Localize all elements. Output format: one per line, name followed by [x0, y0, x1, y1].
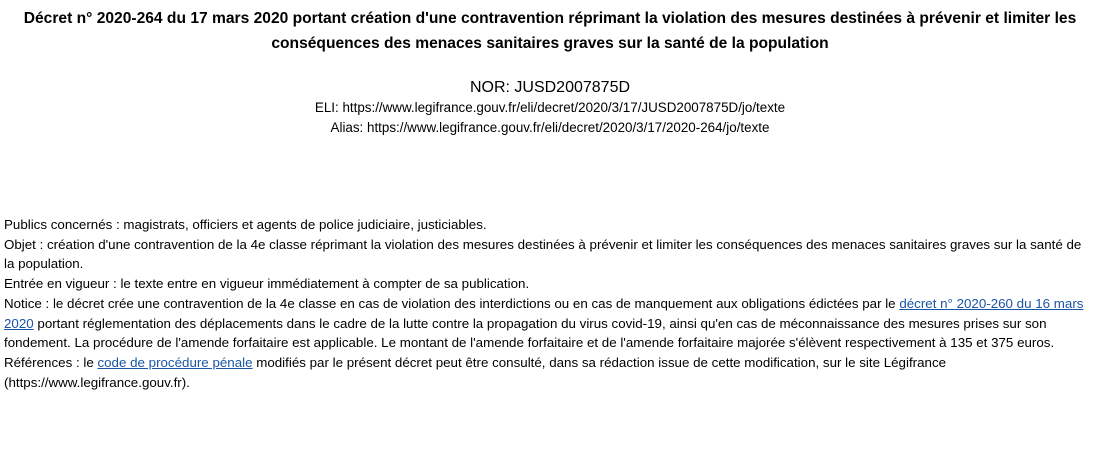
objet: Objet : création d'une contravention de la 4e classe réprimant la violation des mesures destinées à prévenir et limiter les conséquences des menaces sanitaires graves sur la santé de la population.: [4, 236, 1082, 272]
code-procedure-penale-link[interactable]: code de procédure pénale: [97, 354, 253, 370]
decree-identifiers: [4, 78, 1096, 138]
eli-reference: ELI: https://www.legifrance.gouv.fr/eli/decret/2020/3/17/JUSD2007875D/jo/texte: [314, 100, 786, 115]
references-text-start: Références : le: [4, 354, 98, 370]
publics-concernes: Publics concernés : magistrats, officiers et agents de police judiciaire, justiciables.: [4, 217, 487, 232]
nor-reference: NOR: JUSD2007875D: [469, 79, 631, 96]
references: [4, 353, 1092, 392]
notice-text-start: Notice : le décret crée une contravention de la 4e classe en cas de violation des interdictions ou en cas de manquement aux obligations édictées par le: [4, 295, 900, 311]
alias-reference: Alias: https://www.legifrance.gouv.fr/eli/decret/2020/3/17/2020-264/jo/texte: [330, 120, 770, 135]
decree-summary: [4, 215, 1092, 392]
notice-text-end: portant réglementation des déplacements dans le cadre de la lutte contre la propagation du virus covid-19, ainsi qu'en cas de méconnaissance des mesures prises sur son fondement. La procédure de l'amende forfaitaire est applicable. Le montant de l'amende forfaitaire et de l'amende forfaitaire majorée s'élèvent respectivement à 135 et 375 euros.: [4, 315, 1055, 351]
decret-2020-260-link[interactable]: décret n° 2020-260 du 16 mars 2020: [4, 295, 1084, 331]
references-text-end: modifiés par le présent décret peut être consulté, dans sa rédaction issue de cette modification, sur le site Légifrance (https://www.legifrance.gouv.fr).: [4, 354, 947, 390]
notice: [4, 294, 1092, 353]
entree-en-vigueur: Entrée en vigueur : le texte entre en vigueur immédiatement à compter de sa publication.: [4, 276, 530, 292]
decree-title: Décret n° 2020-264 du 17 mars 2020 portant création d'une contravention réprimant la violation des mesures destinées à prévenir et limiter les conséquences des menaces sanitaires graves sur la santé de la population: [23, 10, 1077, 52]
